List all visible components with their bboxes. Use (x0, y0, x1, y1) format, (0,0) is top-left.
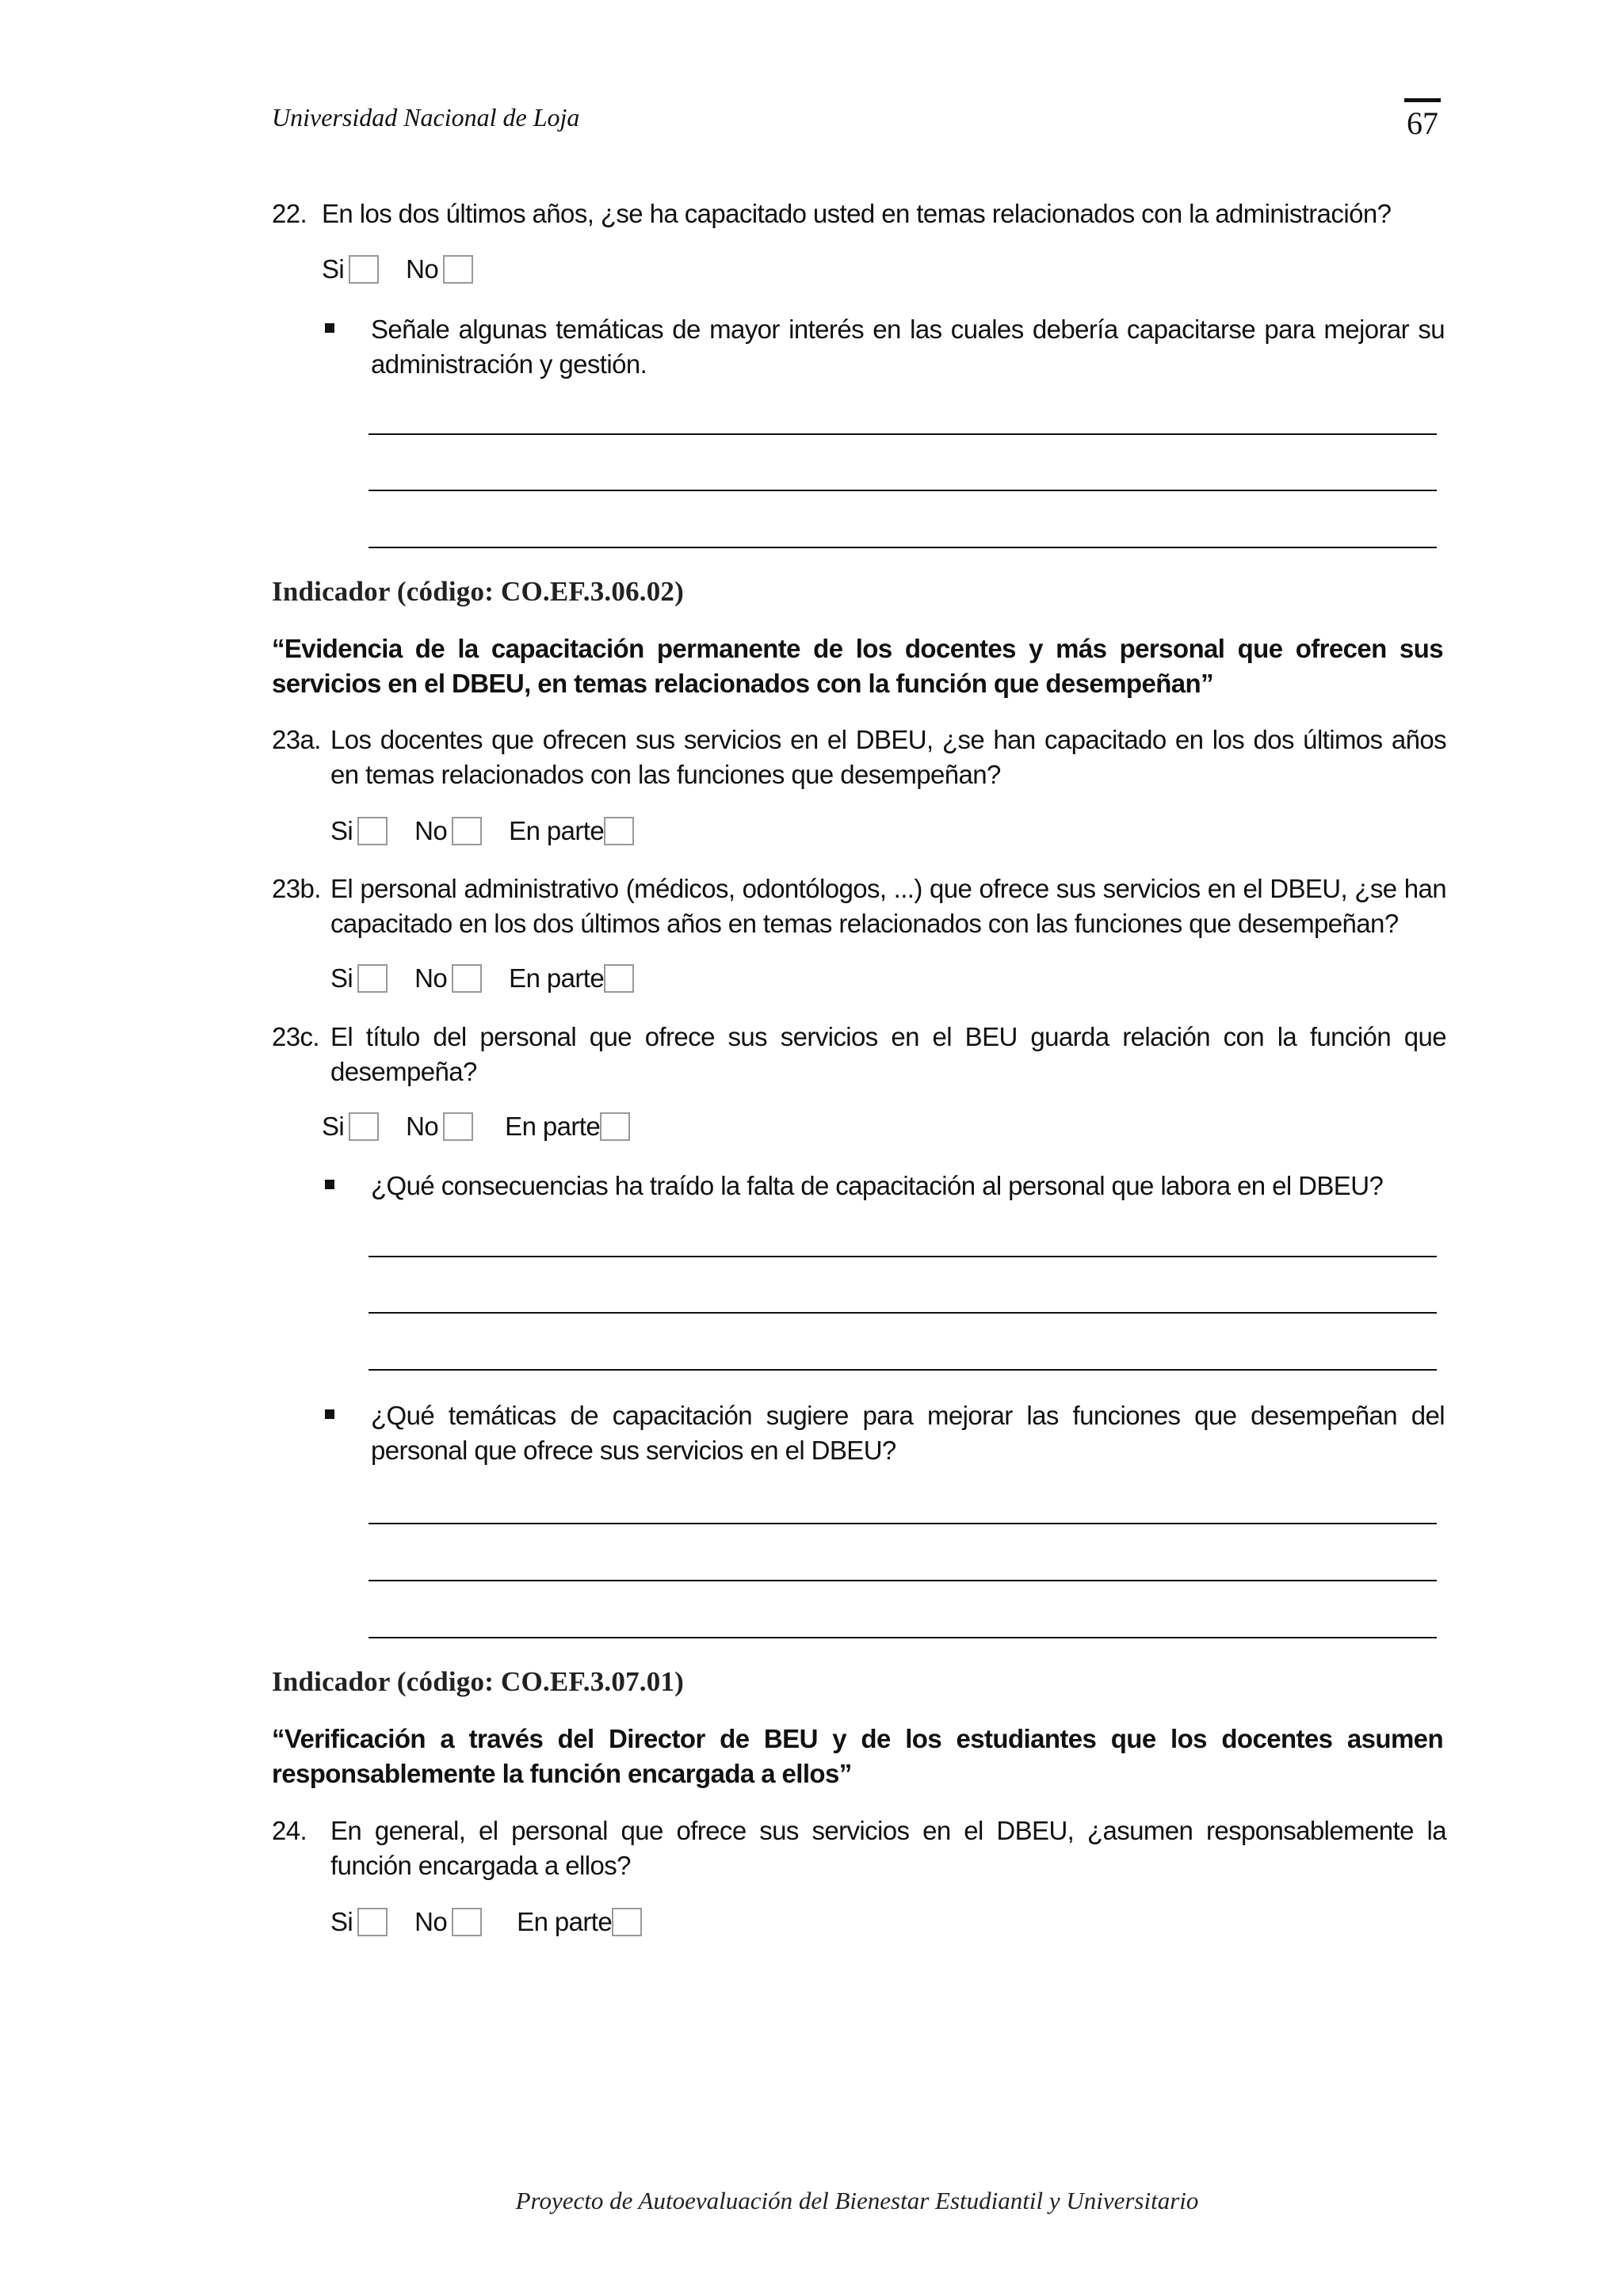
q23a-option-no-label: No (414, 816, 448, 845)
bullet-icon (325, 1409, 334, 1419)
q23c-bullet1-answer-line-2[interactable] (369, 1312, 1437, 1314)
q23b-options (330, 961, 634, 996)
q22-option-si-label: Si (322, 254, 345, 284)
page-number-bar (1404, 98, 1441, 102)
q23b-option-en-parte (509, 961, 634, 996)
q24-option-si (330, 1905, 388, 1939)
q23b-text: El personal administrativo (médicos, odontólogos, ...) que ofrece sus servicios en el DBEU, ¿se han capacitado en los dos últimos años en temas relacionados con las funciones que desempeñan? (330, 874, 1446, 938)
q22-answer-line-1[interactable] (369, 433, 1437, 435)
page-number: 67 (1407, 105, 1438, 141)
q23c-option-en-parte (505, 1109, 630, 1144)
q23c-bullet2-answer-line-3[interactable] (369, 1637, 1437, 1638)
q24-option-no-label: No (414, 1907, 448, 1936)
q23c-bullet2-answer-line-2[interactable] (369, 1580, 1437, 1581)
q23a-option-no (414, 814, 482, 849)
indicator2-title: Indicador (código: CO.EF.3.07.01) (272, 1666, 684, 1697)
q23c-text: El título del personal que ofrece sus servicios en el BEU guarda relación con la función que desempeña? (330, 1022, 1446, 1086)
indicator1-title: Indicador (código: CO.EF.3.06.02) (272, 576, 684, 607)
q24-option-no (414, 1905, 482, 1939)
bullet-icon (325, 323, 334, 333)
q23a-option-si-label: Si (330, 816, 353, 845)
q23a-options (330, 814, 634, 849)
q23c-checkbox-no[interactable] (443, 1112, 473, 1141)
q22-options (322, 252, 473, 287)
q23c-options (322, 1109, 630, 1144)
q23b-option-si-label: Si (330, 963, 353, 993)
q24-option-en-parte-label: En parte (517, 1907, 613, 1936)
q23c-option-en-parte-label: En parte (505, 1112, 601, 1141)
q23b-option-en-parte-label: En parte (509, 963, 605, 993)
q24-options (330, 1905, 642, 1939)
q24-option-si-label: Si (330, 1907, 353, 1936)
q23c-checkbox-si[interactable] (349, 1112, 379, 1141)
q23c-number: 23c. (272, 1022, 319, 1051)
q24-checkbox-no[interactable] (452, 1908, 482, 1936)
q23a-checkbox-en-parte[interactable] (604, 817, 634, 845)
q24-checkbox-en-parte[interactable] (612, 1908, 642, 1936)
q23a-checkbox-no[interactable] (452, 817, 482, 845)
q23b-number: 23b. (272, 874, 321, 903)
q23a-option-en-parte (509, 814, 634, 849)
q24-option-en-parte (517, 1905, 642, 1939)
q23c-checkbox-en-parte[interactable] (600, 1112, 630, 1141)
bullet-icon (325, 1180, 334, 1189)
q22-checkbox-no[interactable] (443, 255, 473, 284)
q22-number: 22. (272, 199, 307, 228)
q23a-number: 23a. (272, 725, 321, 754)
q23b-checkbox-si[interactable] (357, 964, 388, 993)
q23c-bullet1-answer-line-3[interactable] (369, 1369, 1437, 1371)
q22-answer-line-3[interactable] (369, 547, 1437, 548)
q23b-option-no-label: No (414, 963, 448, 993)
q22-option-no-label: No (406, 254, 439, 284)
q23b-option-si (330, 961, 388, 996)
q23c-bullet1-answer-line-1[interactable] (369, 1256, 1437, 1257)
q23c-option-si (322, 1109, 379, 1144)
indicator1-description: “Evidencia de la capacitación permanente de los docentes y más personal que ofrecen sus servicios en el DBEU, en temas relacionados con la función que desempeñan” (272, 634, 1443, 698)
q23c-option-no (406, 1109, 473, 1144)
q23a-option-en-parte-label: En parte (509, 816, 605, 845)
q23c-option-no-label: No (406, 1112, 439, 1141)
q24-number: 24. (272, 1816, 307, 1845)
q24-text: En general, el personal que ofrece sus servicios en el DBEU, ¿asumen responsablemente la función encargada a ellos? (330, 1816, 1446, 1880)
q23a-text: Los docentes que ofrecen sus servicios en el DBEU, ¿se han capacitado en los dos últimos años en temas relacionados con las funciones que desempeñan? (330, 725, 1446, 789)
footer-text: Proyecto de Autoevaluación del Bienestar Estudiantil y Universitario (515, 2187, 1199, 2214)
indicator2-description: “Verificación a través del Director de BEU y de los estudiantes que los docentes asumen responsablemente la función encargada a ellos” (272, 1724, 1443, 1788)
q23c-bullet2-text: ¿Qué temáticas de capacitación sugiere para mejorar las funciones que desempeñan del personal que ofrece sus servicios en el DBEU? (371, 1401, 1445, 1465)
header-university: Universidad Nacional de Loja (272, 103, 580, 132)
q22-option-no (406, 252, 473, 287)
q23b-checkbox-no[interactable] (452, 964, 482, 993)
q24-checkbox-si[interactable] (357, 1908, 388, 1936)
q23b-option-no (414, 961, 482, 996)
q23a-option-si (330, 814, 388, 849)
q23c-bullet2-answer-line-1[interactable] (369, 1523, 1437, 1524)
q22-option-si (322, 252, 379, 287)
q23b-checkbox-en-parte[interactable] (604, 964, 634, 993)
q23a-checkbox-si[interactable] (357, 817, 388, 845)
q22-answer-line-2[interactable] (369, 490, 1437, 491)
q22-bullet-text: Señale algunas temáticas de mayor interés en las cuales debería capacitarse para mejorar su administración y gestión. (371, 315, 1445, 379)
q23c-bullet1-text: ¿Qué consecuencias ha traído la falta de capacitación al personal que labora en el DBEU? (371, 1171, 1384, 1200)
q22-text: En los dos últimos años, ¿se ha capacitado usted en temas relacionados con la administración? (322, 199, 1392, 228)
q23c-option-si-label: Si (322, 1112, 345, 1141)
q22-checkbox-si[interactable] (349, 255, 379, 284)
